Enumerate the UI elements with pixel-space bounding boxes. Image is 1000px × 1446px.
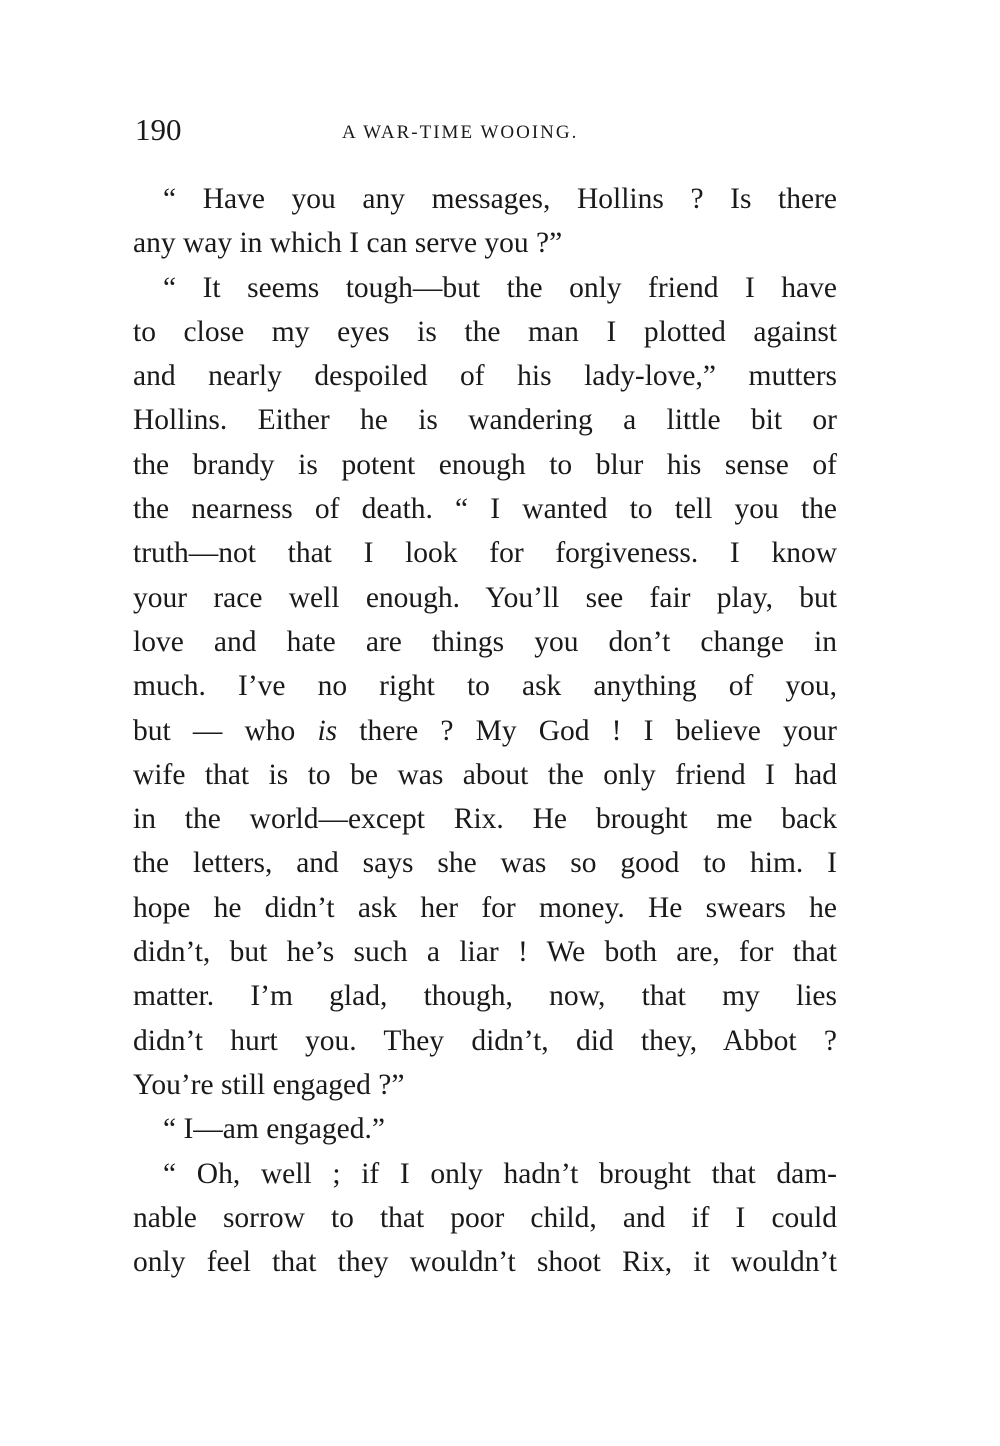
text-line: matter. I’m glad, though, now, that my lies <box>133 980 837 1013</box>
text-line: any way in which I can serve you ?” <box>133 227 563 260</box>
page-header <box>135 112 835 152</box>
text-line: much. I’ve no right to ask anything of you, <box>133 670 837 703</box>
text-line: “ It seems tough—but the only friend I have <box>163 271 837 304</box>
text-segment: but — who <box>133 714 318 747</box>
body-text <box>133 177 837 1284</box>
text-line: truth—not that I look for forgiveness. I know <box>133 537 837 570</box>
text-line: Hollins. Either he is wandering a little bit or <box>133 404 837 437</box>
running-title: A WAR-TIME WOOING. <box>342 122 579 143</box>
text-line: the nearness of death. “ I wanted to tell you the <box>133 493 837 526</box>
text-line: to close my eyes is the man I plotted against <box>133 315 837 348</box>
emphasized-word: is <box>317 714 338 747</box>
text-line: “ Oh, well ; if I only hadn’t brought that dam- <box>163 1157 837 1190</box>
text-line: didn’t, but he’s such a liar ! We both are, for that <box>133 936 837 969</box>
text-segment: there ? My God ! I believe your <box>337 714 838 747</box>
text-line: love and hate are things you don’t change in <box>133 625 837 658</box>
text-line: the brandy is potent enough to blur his sense of <box>133 448 837 481</box>
text-line: didn’t hurt you. They didn’t, did they, Abbot ? <box>133 1024 837 1057</box>
text-line-with-emphasis <box>133 709 837 753</box>
text-line: “ Have you any messages, Hollins ? Is there <box>163 183 837 215</box>
text-line: in the world—except Rix. He brought me back <box>133 803 837 836</box>
text-line: You’re still engaged ?” <box>133 1068 405 1101</box>
page-number: 190 <box>135 112 182 147</box>
text-line: your race well enough. You’ll see fair play, but <box>133 581 837 614</box>
text-line: and nearly despoiled of his lady-love,” mutters <box>133 360 837 393</box>
text-line: “ I—am engaged.” <box>163 1113 385 1146</box>
text-line: the letters, and says she was so good to him. I <box>133 847 837 880</box>
text-line: hope he didn’t ask her for money. He swears he <box>133 891 837 924</box>
text-line: nable sorrow to that poor child, and if I could <box>133 1201 837 1234</box>
text-line: wife that is to be was about the only friend I had <box>133 758 837 791</box>
text-line: only feel that they wouldn’t shoot Rix, it wouldn’t <box>133 1246 837 1279</box>
